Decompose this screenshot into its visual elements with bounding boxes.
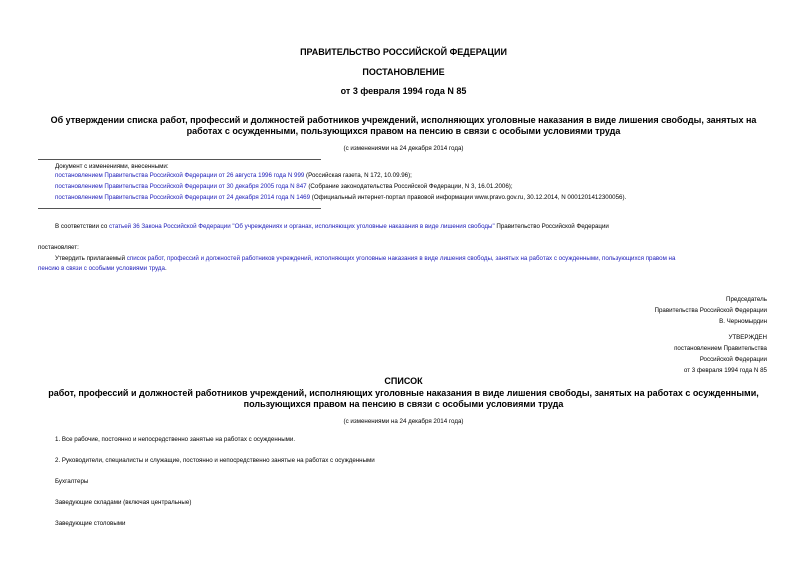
approve-list-link-continued[interactable]: пенсию в связи с особыми условиями труда: [38, 265, 165, 272]
amendment-source-1: (Российская газета, N 172, 10.09.96);: [304, 172, 412, 179]
amendments-intro: Документ с изменениями, внесенными:: [55, 163, 169, 170]
list-item: 2. Руководители, специалисты и служащие, постоянно и непосредственно занятые на работах с осужденными: [55, 457, 375, 464]
approved-date: от 3 февраля 1994 года N 85: [683, 367, 767, 374]
approved-label: УТВЕРЖДЕН: [728, 334, 767, 341]
approve-paragraph-line-1: [55, 255, 675, 263]
amendment-link-3[interactable]: постановлением Правительства Российской Федерации от 24 декабря 2014 года N 1469: [55, 194, 311, 201]
signature-org: Правительства Российской Федерации: [654, 307, 767, 314]
government-heading: ПРАВИТЕЛЬСТВО РОССИЙСКОЙ ФЕДЕРАЦИИ: [300, 47, 507, 57]
amendment-source-3: (Официальный интернет-портал правовой информации www.pravo.gov.ru, 30.12.2014, N 0001201412300056).: [310, 194, 627, 201]
document-date-number: от 3 февраля 1994 года N 85: [340, 86, 467, 96]
list-item: Заведующие складами (включая центральные): [55, 499, 192, 506]
list-subtitle-line-2: пользующихся правом на пенсию в связи с особыми условиями труда: [243, 399, 564, 409]
legal-basis-paragraph: [55, 223, 609, 231]
signature-block: [655, 296, 768, 326]
approve-paragraph-line-2: [38, 265, 167, 273]
amendment-item: [55, 194, 626, 202]
amendment-link-1[interactable]: постановлением Правительства Российской Федерации от 26 августа 1996 года N 999: [55, 172, 305, 179]
amendment-item: [55, 172, 412, 180]
legal-basis-suffix: Правительство Российской Федерации: [494, 223, 609, 230]
amended-note: (с изменениями на 24 декабря 2014 года): [343, 145, 464, 152]
document-title-line-1: Об утверждении списка работ, профессий и должностей работников учреждений, исполняющих уголовные наказания в виде лишения свободы, занятых на: [50, 115, 757, 125]
list-amended-note: (с изменениями на 24 декабря 2014 года): [343, 418, 464, 425]
approved-org: Российской Федерации: [699, 356, 767, 363]
document-type: ПОСТАНОВЛЕНИЕ: [362, 67, 445, 77]
legal-basis-link[interactable]: статьей 36 Закона Российской Федерации "Об учреждениях и органах, исполняющих уголовные наказания в виде лишения свободы": [108, 223, 495, 230]
list-item: Бухгалтеры: [55, 478, 89, 485]
approve-suffix: .: [165, 265, 167, 272]
legal-basis-prefix: В соответствии со: [55, 223, 109, 230]
approve-prefix: Утвердить прилагаемый: [55, 255, 127, 262]
amendment-item: [55, 183, 513, 191]
document-title-line-2: работах с осужденными, пользующихся правом на пенсию в связи с особыми условиями труда: [186, 126, 621, 136]
resolves-label: постановляет:: [38, 244, 79, 251]
list-subtitle-line-1: работ, профессий и должностей работников учреждений, исполняющих уголовные наказания в виде лишения свободы, занятых на работах с осужденными,: [48, 388, 759, 398]
amendments-top-rule: [38, 159, 321, 160]
signature-title: Председатель: [726, 296, 767, 303]
list-item: Заведующие столовыми: [55, 520, 126, 527]
document-title: [0, 115, 807, 137]
signature-name: В. Черномырдин: [719, 318, 767, 325]
list-title: СПИСОК: [384, 376, 423, 386]
amendment-link-2[interactable]: постановлением Правительства Российской Федерации от 30 декабря 2005 года N 847: [55, 183, 307, 190]
list-subtitle: [0, 388, 807, 410]
list-item: 1. Все рабочие, постоянно и непосредственно занятые на работах с осужденными.: [55, 436, 296, 443]
amendments-bottom-rule: [38, 208, 321, 209]
approved-block: [674, 334, 767, 375]
approved-by: постановлением Правительства: [674, 345, 767, 352]
approve-list-link[interactable]: список работ, профессий и должностей работников учреждений, исполняющих уголовные наказания в виде лишения свободы, занятых на работах с осужденными, пользующихся правом на: [126, 255, 676, 262]
amendment-source-2: (Собрание законодательства Российской Федерации, N 3, 16.01.2006);: [306, 183, 513, 190]
